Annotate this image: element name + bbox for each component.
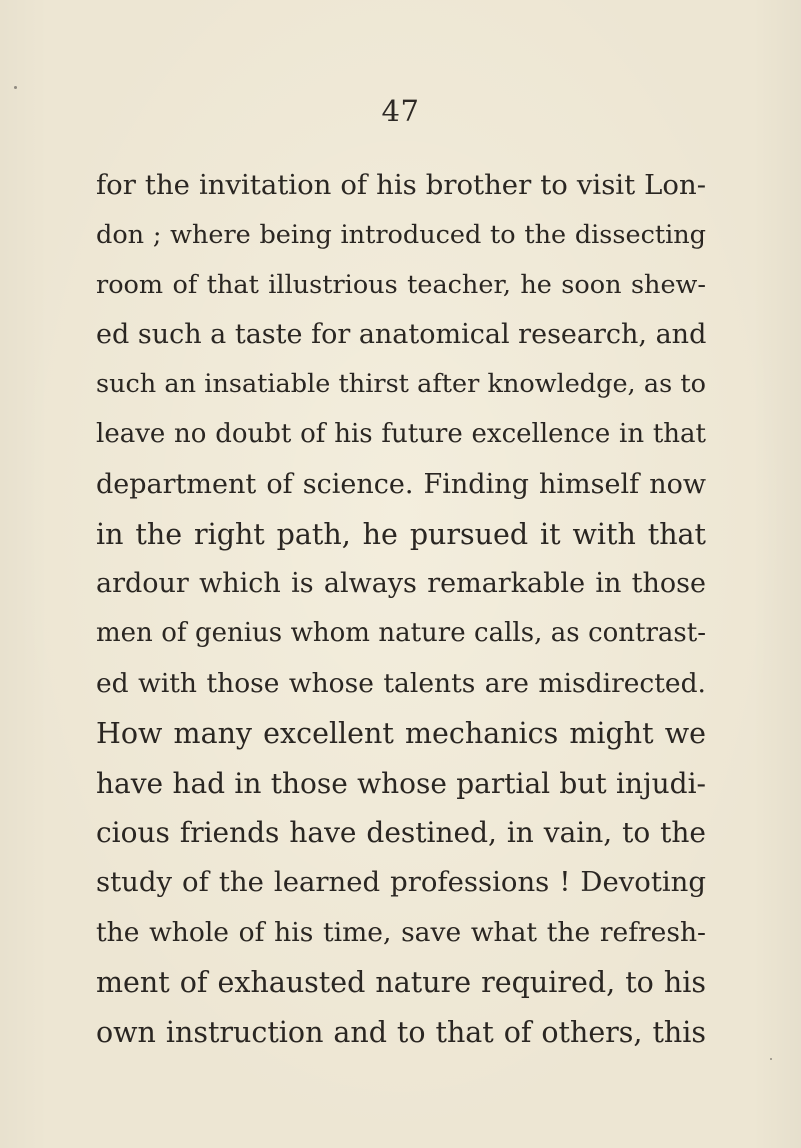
text-line: such an insatiable thirst after knowledge, as to bbox=[96, 369, 706, 400]
text-line: How many excellent mechanics might we bbox=[96, 716, 706, 750]
text-line: ment of exhausted nature required, to his bbox=[96, 965, 706, 999]
text-line: don ; where being introduced to the dissecting bbox=[96, 219, 706, 250]
text-line: have had in those whose partial but injudi- bbox=[96, 766, 706, 800]
text-line: the whole of his time, save what the refresh- bbox=[96, 916, 706, 948]
text-line: study of the learned professions ! Devoting bbox=[96, 866, 706, 899]
text-line: men of genius whom nature calls, as contrast- bbox=[96, 618, 706, 649]
paper-fleck bbox=[770, 1058, 772, 1060]
text-line: in the right path, he pursued it with that bbox=[96, 517, 706, 551]
text-line: department of science. Finding himself now bbox=[96, 468, 706, 500]
paper-fleck bbox=[14, 86, 17, 89]
text-line: for the invitation of his brother to visit Lon- bbox=[96, 169, 706, 201]
text-line: ed with those whose talents are misdirected. bbox=[96, 667, 706, 699]
body-text bbox=[96, 161, 706, 1057]
text-line: cious friends have destined, in vain, to the bbox=[96, 816, 706, 850]
text-line: leave no doubt of his future excellence in that bbox=[96, 418, 706, 449]
text-line: ed such a taste for anatomical research, and bbox=[96, 319, 707, 351]
text-line: own instruction and to that of others, this bbox=[96, 1015, 706, 1049]
page-number: 47 bbox=[381, 94, 420, 128]
text-line: ardour which is always remarkable in those bbox=[96, 568, 706, 600]
text-line: room of that illustrious teacher, he soon shew- bbox=[96, 269, 706, 300]
